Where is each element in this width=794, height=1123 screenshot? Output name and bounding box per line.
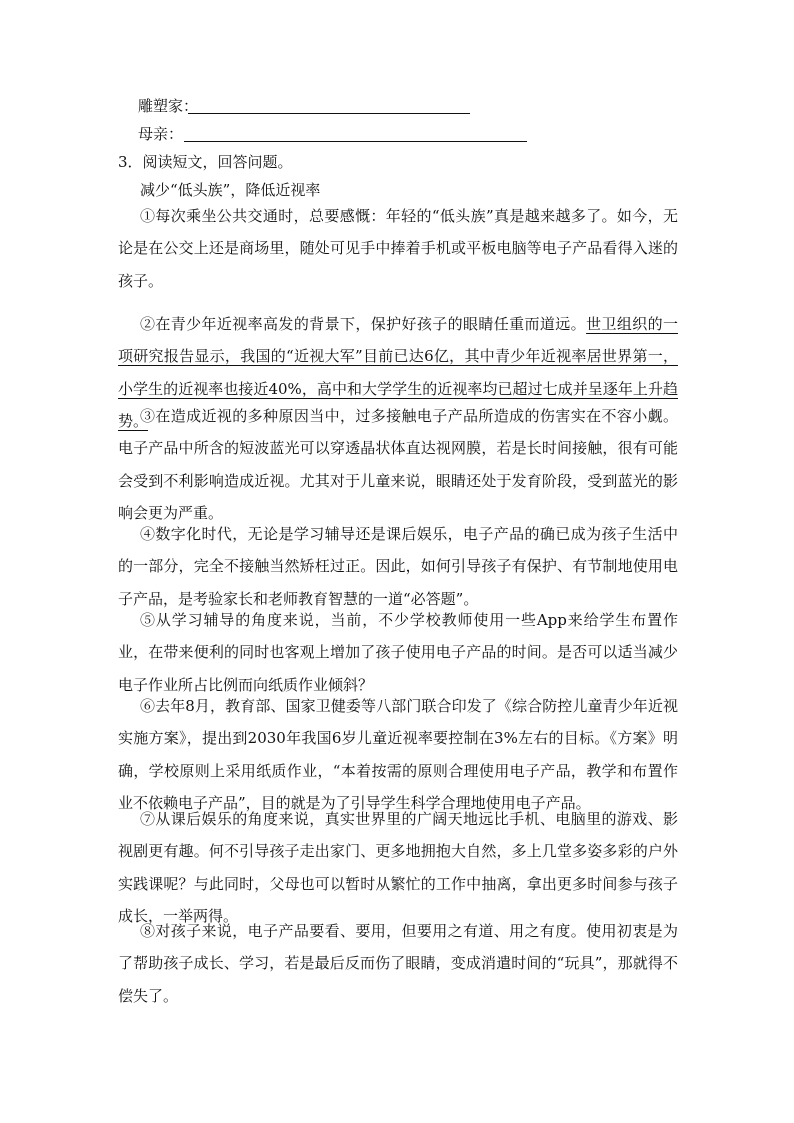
paragraph-3	[118, 400, 678, 530]
paragraph-7	[118, 803, 678, 933]
field-label-mother: 母亲：	[138, 125, 184, 143]
answer-blank-mother[interactable]	[184, 141, 527, 142]
paragraph-8	[118, 915, 678, 1012]
paragraph-6	[118, 690, 678, 820]
paragraph-text: ⑥去年8月，教育部、国家卫健委等八部门联合印发了《综合防控儿童青少年近视实施方案》，提出到2030年我国6岁儿童近视率要控制在3%左右的目标。《方案》明确，学校原则上采用纸质作业，“本着按需的原则合理使用电子产品，教学和布置作业不依赖电子产品”，目的就是为了引导学生科学合理地使用电子产品。	[118, 697, 678, 813]
answer-blank-sculptor[interactable]	[188, 113, 470, 114]
paragraph-5	[118, 604, 678, 701]
paragraph-4	[118, 518, 678, 615]
paragraph-text: ④数字化时代，无论是学习辅导还是课后娱乐，电子产品的确已成为孩子生活中的一部分，完全不接触当然矫枉过正。因此，如何引导孩子有保护、有节制地使用电子产品，是考验家长和老师教育智慧的一道“必答题”。	[118, 525, 678, 608]
passage-title: 减少“低头族”，降低近视率	[140, 181, 321, 199]
paragraph-text: ⑤从学习辅导的角度来说，当前，不少学校教师使用一些App来给学生布置作业，在带来便利的同时也客观上增加了孩子使用电子产品的时间。是否可以适当减少电子作业所占比例而向纸质作业倾斜？	[118, 611, 678, 694]
question-prompt: 3．阅读短文，回答问题。	[118, 153, 293, 171]
paragraph-1	[118, 200, 678, 297]
underlined-sentence: 世卫组织的一项研究报告显示，我国的“近视大军”目前已达6亿，其中青少年近视率居世界第一，小学生的近视率也接近40%，高中和大学学生的近视率均已超过七成并呈逐年上升趋势。	[118, 315, 678, 431]
paragraph-text: ①每次乘坐公共交通时，总要感慨：年轻的“低头族”真是越来越多了。如今，无论是在公交上还是商场里，随处可见手中捧着手机或平板电脑等电子产品看得入迷的孩子。	[118, 207, 678, 290]
paragraph-text: ⑧对孩子来说，电子产品要看、要用，但要用之有道、用之有度。使用初衷是为了帮助孩子成长、学习，若是最后反而伤了眼睛，变成消遣时间的“玩具”，那就得不偿失了。	[118, 922, 678, 1005]
paragraph-text: ⑦从课后娱乐的角度来说，真实世界里的广阔天地远比手机、电脑里的游戏、影视剧更有趣。何不引导孩子走出家门、更多地拥抱大自然，多上几堂多姿多彩的户外实践课呢？与此同时，父母也可以暂时从繁忙的工作中抽离，拿出更多时间参与孩子成长，一举两得。	[118, 810, 678, 926]
paragraph-text: ②在青少年近视率高发的背景下，保护好孩子的眼睛任重而道远。	[140, 315, 587, 333]
field-label-sculptor: 雕塑家：	[138, 97, 199, 115]
paragraph-text: ③在造成近视的多种原因当中，过多接触电子产品所造成的伤害实在不容小觑。电子产品中所含的短波蓝光可以穿透晶状体直达视网膜，若是长时间接触，很有可能会受到不利影响造成近视。尤其对于儿童来说，眼睛还处于发育阶段，受到蓝光的影响会更为严重。	[118, 407, 678, 523]
